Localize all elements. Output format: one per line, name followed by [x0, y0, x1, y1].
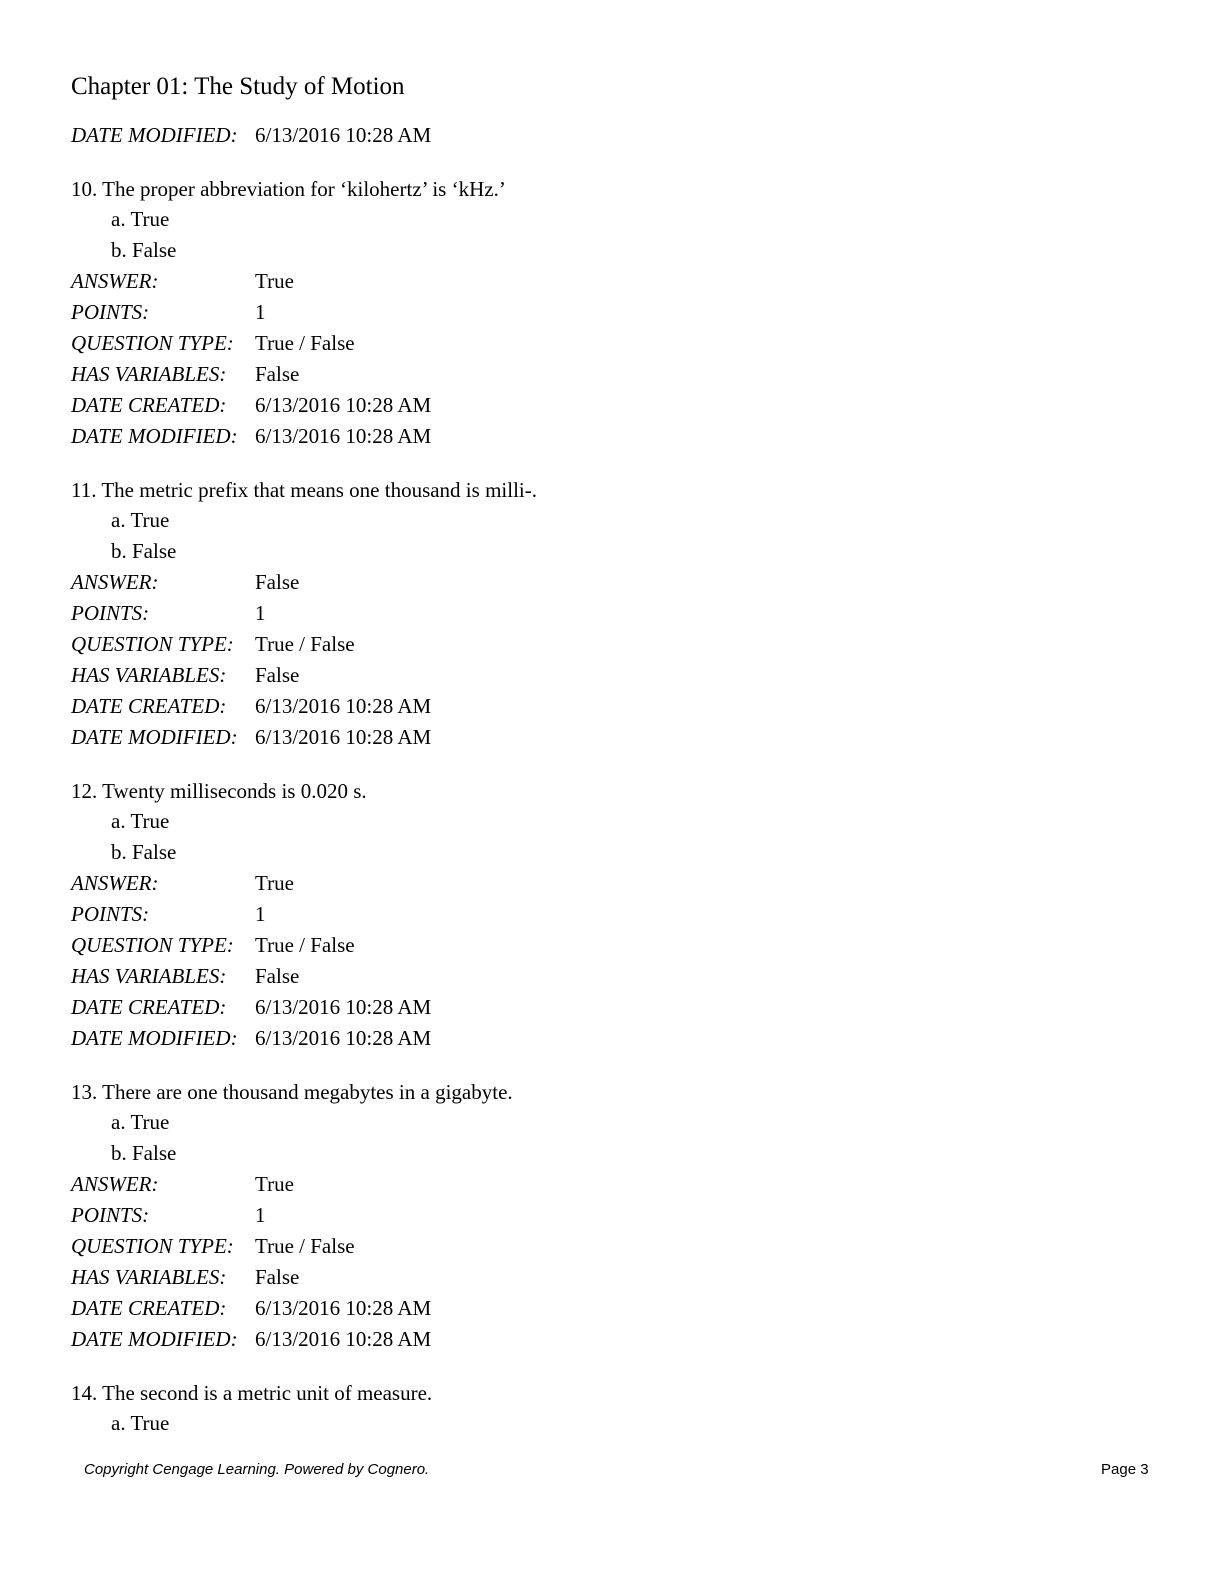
- option-a: a. True: [111, 1110, 170, 1134]
- date-created-value: 6/13/2016 10:28 AM: [255, 393, 432, 417]
- has-variables-value: False: [255, 1265, 300, 1289]
- has-variables-value: False: [255, 362, 300, 386]
- answer-label: ANSWER:: [71, 1172, 159, 1196]
- has-variables-value: False: [255, 663, 300, 687]
- question-text: 14. The second is a metric unit of measure.: [71, 1381, 433, 1405]
- answer-value: True: [255, 269, 294, 293]
- chapter-title: Chapter 01: The Study of Motion: [71, 73, 405, 100]
- points-label: POINTS:: [71, 902, 150, 926]
- date-modified-label: DATE MODIFIED:: [71, 424, 238, 448]
- date-created-label: DATE CREATED:: [71, 393, 227, 417]
- question-text: 12. Twenty milliseconds is 0.020 s.: [71, 779, 367, 803]
- has-variables-value: False: [255, 964, 300, 988]
- option-a: a. True: [111, 1411, 170, 1435]
- date-created-value: 6/13/2016 10:28 AM: [255, 995, 432, 1019]
- date-modified-label: DATE MODIFIED:: [71, 1327, 238, 1351]
- question-type-label: QUESTION TYPE:: [71, 933, 234, 957]
- question-type-value: True / False: [255, 331, 355, 355]
- points-label: POINTS:: [71, 1203, 150, 1227]
- date-modified-value: 6/13/2016 10:28 AM: [255, 123, 432, 147]
- date-modified-value: 6/13/2016 10:28 AM: [255, 424, 432, 448]
- answer-label: ANSWER:: [71, 269, 159, 293]
- answer-label: ANSWER:: [71, 871, 159, 895]
- option-b: b. False: [111, 238, 177, 262]
- date-created-label: DATE CREATED:: [71, 995, 227, 1019]
- question-text: 11. The metric prefix that means one thousand is milli-.: [71, 478, 537, 502]
- date-created-value: 6/13/2016 10:28 AM: [255, 694, 432, 718]
- points-value: 1: [255, 902, 266, 926]
- question-type-value: True / False: [255, 933, 355, 957]
- has-variables-label: HAS VARIABLES:: [71, 964, 227, 988]
- date-modified-value: 6/13/2016 10:28 AM: [255, 1327, 432, 1351]
- answer-value: False: [255, 570, 300, 594]
- date-modified-label: DATE MODIFIED:: [71, 1026, 238, 1050]
- question-text: 10. The proper abbreviation for ‘kilohertz’ is ‘kHz.’: [71, 177, 506, 201]
- points-label: POINTS:: [71, 300, 150, 324]
- question-type-label: QUESTION TYPE:: [71, 632, 234, 656]
- date-created-label: DATE CREATED:: [71, 694, 227, 718]
- question-type-value: True / False: [255, 1234, 355, 1258]
- date-created-label: DATE CREATED:: [71, 1296, 227, 1320]
- option-a: a. True: [111, 207, 170, 231]
- question-type-label: QUESTION TYPE:: [71, 1234, 234, 1258]
- has-variables-label: HAS VARIABLES:: [71, 663, 227, 687]
- points-value: 1: [255, 300, 266, 324]
- page-number: Page 3: [1101, 1461, 1149, 1478]
- date-modified-value: 6/13/2016 10:28 AM: [255, 1026, 432, 1050]
- answer-value: True: [255, 871, 294, 895]
- option-b: b. False: [111, 840, 177, 864]
- option-a: a. True: [111, 508, 170, 532]
- footer-copyright: Copyright Cengage Learning. Powered by Cognero.: [84, 1461, 430, 1478]
- date-modified-label: DATE MODIFIED:: [71, 123, 238, 147]
- has-variables-label: HAS VARIABLES:: [71, 362, 227, 386]
- option-a: a. True: [111, 809, 170, 833]
- date-created-value: 6/13/2016 10:28 AM: [255, 1296, 432, 1320]
- has-variables-label: HAS VARIABLES:: [71, 1265, 227, 1289]
- answer-value: True: [255, 1172, 294, 1196]
- option-b: b. False: [111, 1141, 177, 1165]
- points-value: 1: [255, 1203, 266, 1227]
- question-type-value: True / False: [255, 632, 355, 656]
- question-type-label: QUESTION TYPE:: [71, 331, 234, 355]
- option-b: b. False: [111, 539, 177, 563]
- question-text: 13. There are one thousand megabytes in a gigabyte.: [71, 1080, 513, 1104]
- date-modified-value: 6/13/2016 10:28 AM: [255, 725, 432, 749]
- points-label: POINTS:: [71, 601, 150, 625]
- points-value: 1: [255, 601, 266, 625]
- answer-label: ANSWER:: [71, 570, 159, 594]
- date-modified-label: DATE MODIFIED:: [71, 725, 238, 749]
